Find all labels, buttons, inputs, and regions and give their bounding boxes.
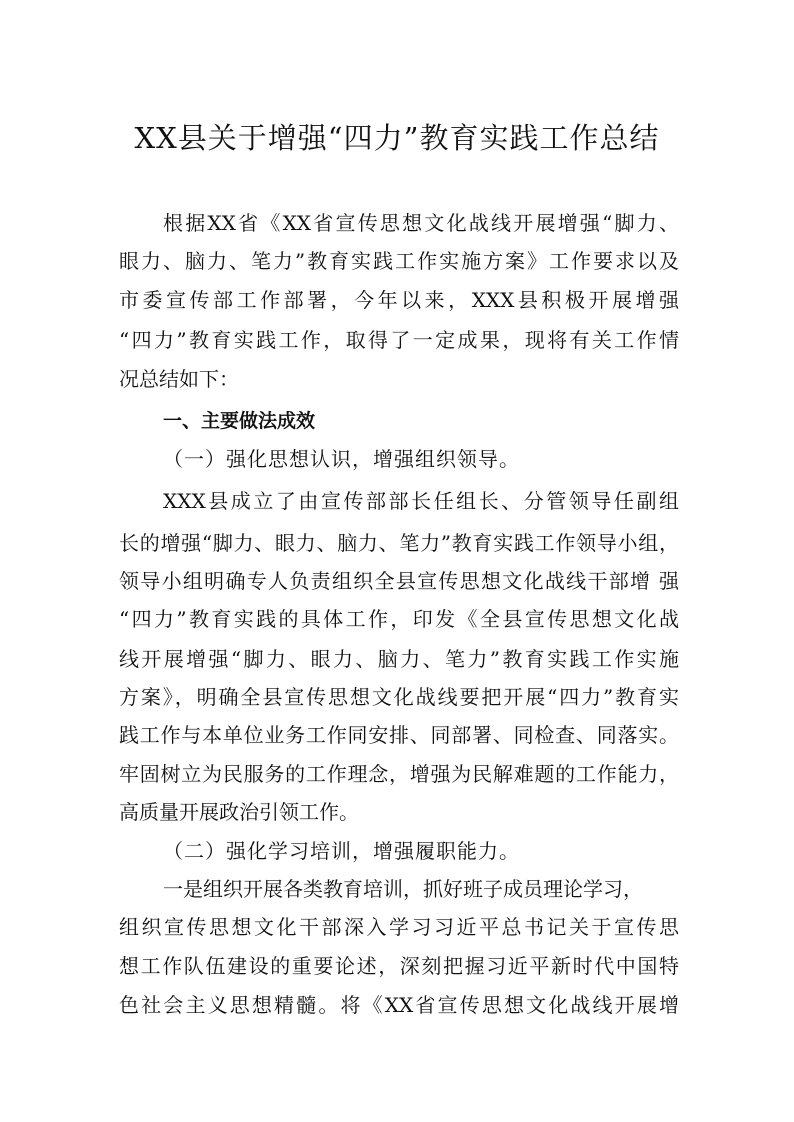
body-line: 色社会主义思想精髓。将《XX省宣传思想文化战线开展增	[119, 993, 679, 1017]
body-line: 况总结如下：	[119, 367, 239, 391]
body-line: “四力”教育实践工作，取得了一定成果，现将有关工作情	[119, 328, 679, 352]
body-line: 高质量开展政治引领工作。	[119, 800, 359, 824]
body-line: 一是组织开展各类教育培训，抓好班子成员理论学习，	[163, 877, 643, 901]
document-title: XX县关于增强“四力”教育实践工作总结	[134, 121, 660, 155]
body-line: “四力”教育实践的具体工作，印发《全县宣传思想文化战	[119, 607, 679, 631]
body-line: 想工作队伍建设的重要论述，深刻把握习近平新时代中国特	[119, 954, 679, 978]
body-line: 眼力、脑力、笔力”教育实践工作实施方案》工作要求以及	[119, 249, 679, 273]
body-line: 组织宣传思想文化干部深入学习习近平总书记关于宣传思	[119, 915, 679, 939]
body-line: 长的增强“脚力、眼力、脑力、笔力”教育实践工作领导小组，	[119, 531, 679, 555]
body-line: XXX县成立了由宣传部部长任组长、分管领导任副组	[163, 489, 679, 513]
section-heading: 一、主要做法成效	[163, 410, 316, 432]
body-line: 市委宣传部工作部署，今年以来，XXX县积极开展增强	[119, 288, 679, 312]
body-line: 践工作与本单位业务工作同安排、同部署、同检查、同落实。	[119, 723, 679, 747]
subsection-heading: （一）强化思想认识，增强组织领导。	[163, 447, 520, 471]
body-line: 线开展增强“脚力、眼力、脑力、笔力”教育实践工作实施	[119, 647, 679, 671]
body-line: 根据XX省《XX省宣传思想文化战线开展增强“脚力、	[163, 211, 679, 235]
body-line: 牢固树立为民服务的工作理念，增强为民解难题的工作能力，	[119, 762, 679, 786]
body-line: 方案》，明确全县宣传思想文化战线要把开展“四力”教育实	[119, 685, 679, 709]
subsection-heading: （二）强化学习培训，增强履职能力。	[163, 839, 520, 863]
body-line: 领导小组明确专人负责组织全县宣传思想文化战线干部增 强	[119, 569, 679, 593]
